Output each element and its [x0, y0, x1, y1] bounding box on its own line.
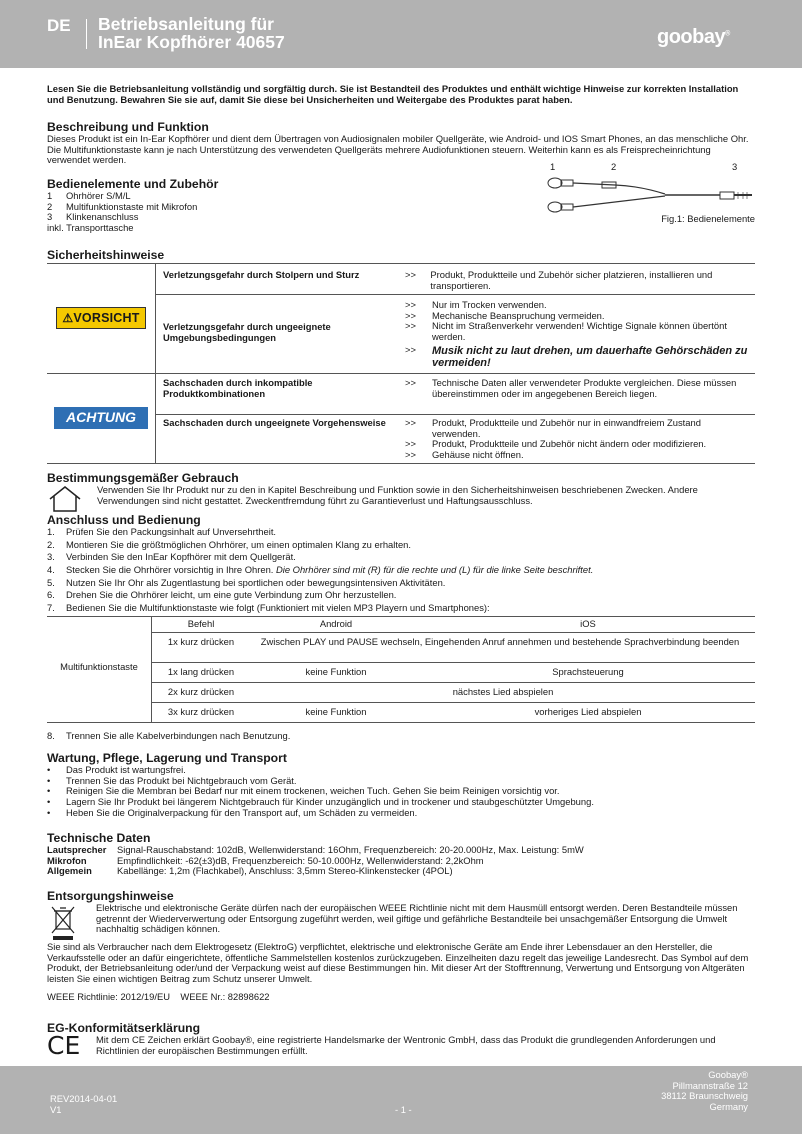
step-number: 6. [47, 589, 55, 601]
table-rule [151, 632, 755, 633]
cmd-cell: 1x kurz drücken [167, 636, 235, 647]
step-text: Stecken Sie die Ohrhörer vorsichtig in Ihre Ohren. [66, 564, 274, 576]
step-number: 8. [47, 730, 55, 741]
list-item [47, 797, 755, 808]
section-bedienelemente [47, 178, 527, 234]
item-number: 1 [47, 190, 53, 202]
step-number: 2. [47, 538, 55, 550]
step-text: Bedienen Sie die Multifunktionstaste wie folgt (Funktioniert mit vielen MP3 Playern und Smartphones): [66, 601, 490, 613]
table-rule [47, 463, 755, 464]
col-header-befehl: Befehl [187, 618, 215, 629]
spec-key: Lautsprecher [47, 844, 107, 856]
step-item [47, 527, 755, 538]
ce-mark-icon: CE [47, 1031, 81, 1060]
fig-label-3: 3 [732, 161, 738, 172]
heading-technik: Technische Daten [47, 831, 151, 845]
item-text: Das Produkt ist wartungsfrei. [66, 764, 186, 776]
arrow-marker: >> [405, 448, 416, 460]
section-bestimmung [47, 472, 755, 506]
document-title [98, 15, 285, 52]
measure-text: Nur im Trocken verwenden. [432, 299, 547, 310]
hazard-measures [405, 418, 755, 460]
hazard-title: Sachschaden durch ungeeignete Vorgehensweise [163, 417, 386, 428]
col-header-android: Android [319, 618, 353, 629]
logo-text: goobay [657, 26, 726, 48]
vorsicht-badge [56, 307, 145, 329]
step-text: Nutzen Sie Ihr Ohr als Zugentlastung bei sportlichen oder bewegungsintensiven Aktivitäten. [66, 576, 446, 588]
table-rule [155, 414, 755, 415]
arrow-marker: >> [405, 309, 416, 321]
cmd-cell: 2x kurz drücken [167, 686, 235, 697]
item-number: 3 [47, 211, 53, 223]
header-divider [86, 19, 87, 49]
arrow-marker: >> [405, 320, 416, 332]
step-item [47, 552, 755, 563]
heading-sicherheit: Sicherheitshinweise [47, 248, 165, 262]
table-rule [155, 294, 755, 295]
bullet: • [47, 806, 51, 818]
fig-label-1: 1 [550, 161, 556, 172]
measure-emphasis: Musik nicht zu laut drehen, um dauerhafte Gehörschäden zu vermeiden! [432, 345, 748, 370]
bestimmung-text: Verwenden Sie Ihr Produkt nur zu den in Kapitel Beschreibung und Funktion sowie in den Sicherheitshinweisen beschriebenen Zwecken. Andere Verwendungen sind nicht gestattet. Zweckentfremdung führt zu Garantieverlust und Haftungsausschluss. [97, 484, 698, 506]
hazard-measures [405, 270, 755, 291]
step-item [47, 731, 755, 742]
item-text: Trennen Sie das Produkt bei Nichtgebrauch vom Gerät. [66, 774, 297, 786]
heading-bedienelemente: Bedienelemente und Zubehör [47, 177, 219, 191]
row-label: Multifunktionstaste [60, 661, 138, 672]
bullet: • [47, 774, 51, 786]
measure-text: Produkt, Produktteile und Zubehör sicher platzieren, installieren und transportieren. [430, 269, 713, 291]
step-text: Drehen Sie die Ohrhörer leicht, um eine gute Verbindung zum Ohr herzustellen. [66, 589, 397, 601]
hazard-title: Sachschaden durch inkompatible Produktkombinationen [163, 377, 313, 399]
measure-text: Produkt, Produktteile und Zubehör nicht ändern oder modifizieren. [432, 438, 707, 450]
bullet: • [47, 796, 51, 808]
item-number: 2 [47, 200, 53, 212]
step-item [47, 603, 755, 614]
measure-text: Gehäuse nicht öffnen. [432, 448, 524, 460]
action-cell: nächstes Lied abspielen [452, 686, 554, 697]
table-rule [151, 702, 755, 703]
table-rule [151, 682, 755, 683]
achtung-badge: ACHTUNG [54, 407, 148, 429]
section-anschluss [47, 514, 755, 613]
arrow-marker: >> [405, 438, 416, 450]
bullet: • [47, 764, 51, 776]
weee-bin-icon [50, 903, 76, 943]
step-number: 5. [47, 576, 55, 588]
page-footer [0, 1066, 802, 1134]
item-text: Multifunktionstaste mit Mikrofon [66, 200, 198, 212]
heading-anschluss: Anschluss und Bedienung [47, 513, 201, 527]
section-entsorgung [47, 890, 755, 1003]
item-text: Lagern Sie Ihr Produkt bei längerem Nichtgebrauch für Kinder unzugänglich und in trockener und staubgeschützter Umgebung. [66, 796, 594, 808]
beschreibung-text: Dieses Produkt ist ein In-Ear Kopfhörer und dient dem Übertragen von Audiosignalen mobiler Quellgeräte, wie Android- und IOS Smart Phones, an das menschliche Ohr. Die Multifunktionstaste kann je nach Unterstützung des verwendeten Quellgeräts mehrere Audiofunktionen steuern. Weiterhin kann es als Freisprecheinrichtung verwendet werden. [47, 133, 749, 166]
spec-value: Signal-Rauschabstand: 102dB, Wellenwiderstand: 16Ohm, Frequenzbereich: 20-20.000Hz, Max. Leistung: 5mW [117, 844, 584, 856]
table-rule [155, 263, 156, 463]
step-item [47, 578, 755, 589]
arrow-marker: >> [405, 269, 416, 280]
action-cell: Zwischen PLAY und PAUSE wechseln, Eingehenden Anruf annehmen und bestehende Sprachverbindung beenden [260, 636, 740, 647]
spec-key: Mikrofon [47, 854, 87, 866]
measure-text: Mechanische Beanspruchung vermeiden. [432, 309, 605, 321]
step-number: 3. [47, 551, 55, 563]
arrow-marker: >> [405, 299, 416, 310]
spec-row [47, 866, 755, 877]
item-text: Ohrhörer S/M/L [66, 190, 131, 202]
step-item [47, 565, 755, 576]
ios-cell: vorheriges Lied abspielen [534, 706, 642, 717]
section-wartung [47, 752, 755, 818]
step-number: 7. [47, 601, 55, 613]
hazard-measures [405, 378, 755, 399]
page-header [0, 0, 802, 68]
title-line-2: InEar Kopfhörer 40657 [98, 32, 285, 53]
fig-label-2: 2 [611, 161, 617, 172]
section-sicherheit [47, 249, 755, 262]
entsorgung-text-1: Elektrische und elektronische Geräte dürfen nach der europäischen WEEE Richtlinie nicht mit dem Hausmüll entsorgt werden. Deren Bestandteile müssen getrennt der Wiederverwertung oder Entsorgung zugeführt werden, weil giftige und gefährliche Bestandteile bei unsachgemäßer Entsorgung die Umwelt nachhaltig schädigen können. [96, 902, 738, 935]
vorsicht-label: VORSICHT [73, 310, 140, 325]
step-item [47, 540, 755, 551]
spec-key: Allgemein [47, 865, 92, 877]
address-line: Germany [709, 1100, 748, 1112]
android-cell: keine Funktion [305, 666, 367, 677]
step-text: Trennen Sie alle Kabelverbindungen nach Benutzung. [66, 730, 291, 741]
item-text: Heben Sie die Originalverpackung für den Transport auf, um Schäden zu vermeiden. [66, 806, 418, 818]
item-text: Klinkenanschluss [66, 211, 139, 223]
language-code: DE [47, 16, 71, 35]
step-note: Die Ohrhörer sind mit (R) für die rechte und (L) für die linke Seite beschriftet. [276, 564, 594, 576]
step-text: Prüfen Sie den Packungsinhalt auf Unversehrtheit. [66, 526, 277, 538]
hazard-title: Verletzungsgefahr durch ungeeignete Umgebungsbedingungen [163, 321, 331, 343]
revision: REV2014-04-01 [50, 1093, 118, 1104]
heading-entsorgung: Entsorgungshinweise [47, 889, 174, 903]
address-line: Goobay® [708, 1069, 748, 1080]
house-icon [47, 485, 83, 513]
list-item [47, 808, 755, 819]
section-eg [47, 1021, 755, 1060]
step-number: 1. [47, 526, 55, 538]
bullet: • [47, 785, 51, 797]
step-number: 4. [47, 564, 55, 576]
version: V1 [50, 1104, 62, 1115]
heading-bestimmung: Bestimmungsgemäßer Gebrauch [47, 471, 239, 485]
heading-wartung: Wartung, Pflege, Lagerung und Transport [47, 751, 287, 765]
arrow-marker: >> [405, 344, 416, 356]
figure-headphones [540, 160, 755, 230]
table-rule [47, 722, 755, 723]
address-line: 38112 Braunschweig [661, 1090, 748, 1102]
goobay-logo: goobay® [657, 26, 730, 48]
address-line: Pillmannstraße 12 [672, 1079, 748, 1091]
cmd-cell: 1x lang drücken [167, 666, 235, 677]
measure-text: Produkt, Produktteile und Zubehör nur in einwandfreiem Zustand verwenden. [432, 417, 701, 439]
ios-cell: Sprachsteuerung [552, 666, 624, 677]
col-header-ios: iOS [580, 618, 596, 629]
arrow-marker: >> [405, 377, 416, 388]
arrow-marker: >> [405, 417, 416, 428]
step-item [47, 590, 755, 601]
entsorgung-text-2: Sie sind als Verbraucher nach dem Elektrogesetz (ElektroG) verpflichtet, elektrische und elektronische Geräte am Ende ihrer Lebensdauer an den Hersteller, die Verkaufsstelle oder an dafür eingerichtete, öffentliche Sammelstellen kostenlos zurückzugeben. Einzelheiten dazu regelt das jeweilige Landesrecht. Das Symbol auf dem Produkt, der Betriebsanleitung oder/und der Verpackung weist auf diese Bestimmungen hin. Mit dieser Art der Stofftrennung, Verwertung und Entsorgung von Altgeräten leisten Sie einen wichtigen Beitrag zum Schutz unserer Umwelt. [47, 941, 749, 984]
heading-beschreibung: Beschreibung und Funktion [47, 120, 209, 134]
intro-text: Lesen Sie die Betriebsanleitung vollständig und sorgfältig durch. Sie ist Bestandteil des Produktes und enthält wichtige Hinweise zur korrekten Installation und Benutzung. Bewahren Sie sie auf, damit Sie diese bei Unsicherheiten und Weitergabe des Produktes parat haben. [47, 83, 739, 105]
warning-icon: ⚠ [62, 310, 74, 325]
table-rule [47, 616, 755, 617]
cmd-cell: 3x kurz drücken [167, 706, 235, 717]
android-cell: keine Funktion [305, 706, 367, 717]
heading-eg: EG-Konformitätserklärung [47, 1021, 201, 1035]
section-technik [47, 832, 755, 877]
vorsicht-cell [47, 263, 155, 373]
eg-text: Mit dem CE Zeichen erklärt Goobay®, eine registrierte Handelsmarke der Wentronic GmbH, dass das Produkt die grundlegenden Anforderungen und Richtlinien der europäischen Bestimmungen erfüllt. [96, 1034, 716, 1056]
step-text: Verbinden Sie den InEar Kopfhörer mit dem Quellgerät. [66, 551, 296, 563]
accessory-note: inkl. Transporttasche [47, 222, 134, 234]
company-address [661, 1070, 748, 1112]
page-number: - 1 - [395, 1104, 412, 1115]
table-rule [151, 662, 755, 663]
achtung-cell [47, 373, 155, 463]
spec-value: Kabellänge: 1,2m (Flachkabel), Anschluss: 3,5mm Stereo-Klinkenstecker (4POL) [117, 865, 453, 877]
title-line-1: Betriebsanleitung für [98, 14, 274, 34]
spec-value: Empfindlichkeit: -62(±3)dB, Frequenzbereich: 50-10.000Hz, Wellenwiderstand: 2,2kOhm [117, 854, 484, 866]
hazard-measures [405, 300, 755, 370]
measure-text: Technische Daten aller verwendeter Produkte vergleichen. Diese müssen übereinstimmen oder im angegebenen Bereich liegen. [432, 377, 737, 399]
step-text: Montieren Sie die größtmöglichen Ohrhörer, um einen optimalen Klang zu erhalten. [66, 538, 411, 550]
item-text: Reinigen Sie die Membran bei Bedarf nur mit einem trockenen, weichen Tuch. Gehen Sie beim Reinigen vorsichtig vor. [66, 785, 560, 797]
weee-info: WEEE Richtlinie: 2012/19/EU WEEE Nr.: 82898622 [47, 991, 270, 1003]
measure-text: Nicht im Straßenverkehr verwenden! Wichtige Signale können übertönt werden. [432, 320, 727, 342]
figure-caption: Fig.1: Bedienelemente [661, 213, 755, 224]
hazard-title: Verletzungsgefahr durch Stolpern und Sturz [163, 269, 360, 280]
